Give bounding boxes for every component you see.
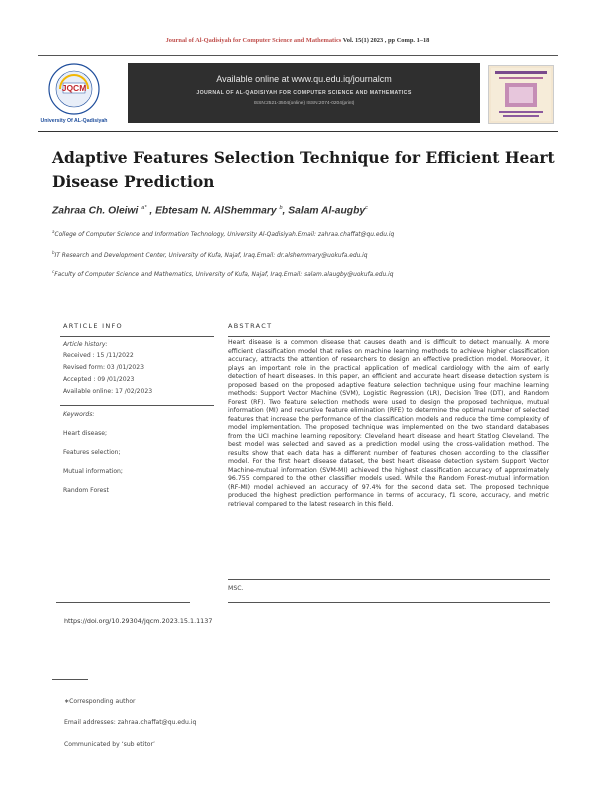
- keyword: Heart disease;: [63, 430, 108, 437]
- keyword: Mutual information;: [63, 468, 123, 475]
- author-name: Ebtesam N. AlShemmary: [155, 205, 280, 217]
- banner-availability: Available online at www.qu.edu.iq/journalcm: [216, 74, 392, 84]
- affiliation-text: College of Computer Science and Information Technology, University Al-Qadisiyah.Email: zahraa.chaffat@qu.edu.iq: [54, 231, 395, 238]
- banner-journal-title: JOURNAL OF AL-QADISIYAH FOR COMPUTER SCIENCE AND MATHEMATICS: [196, 90, 412, 96]
- history-accepted: Accepted : 09 /01/2023: [63, 376, 135, 383]
- header-rule: [38, 55, 558, 56]
- affiliation-text: Faculty of Computer Science and Mathematics, University of Kufa, Najaf, Iraq.Email: salam.alaugby@uokufa.edu.iq: [54, 271, 394, 278]
- msc-top-rule: [228, 579, 550, 580]
- volume-info: Vol. 15(1) 2023 , pp Comp. 1–18: [342, 37, 430, 44]
- author-name: Zahraa Ch. Oleiwi: [52, 205, 142, 217]
- history-received: Received : 15 /11/2022: [63, 352, 134, 359]
- author-affiliation-marker: b: [279, 205, 283, 211]
- communicated-by-note: Communicated by ‘sub etitor’: [64, 741, 155, 748]
- header-bottom-rule: [38, 131, 558, 132]
- affiliation: [52, 250, 572, 259]
- author-affiliation-marker: c: [365, 205, 368, 211]
- banner-issn: ISSN:2521-3504(online) ISSN:2074-0204(print): [253, 101, 355, 106]
- affiliation: [52, 269, 572, 278]
- affiliation-marker: b: [52, 250, 55, 255]
- affiliation: [52, 229, 572, 238]
- journal-logo: [30, 63, 118, 125]
- msc-classification: MSC.: [228, 585, 244, 592]
- journal-cover-thumbnail: [488, 65, 554, 124]
- author-separator: ,: [146, 205, 156, 217]
- abstract-rule: [228, 336, 550, 337]
- journal-header: [0, 37, 595, 44]
- msc-bottom-rule: [228, 602, 550, 603]
- corresponding-author-note: ∗Corresponding author: [64, 698, 136, 705]
- author-name: Salam Al-augby: [288, 205, 366, 217]
- author-list: [52, 205, 562, 216]
- doi-link[interactable]: https://doi.org/10.29304/jqcm.2023.15.1.1137: [64, 617, 213, 625]
- history-available-online: Available online: 17 /02/2023: [63, 388, 153, 395]
- keyword: Random Forest: [63, 487, 109, 494]
- affiliation-text: IT Research and Development Center, University of Kufa, Najaf, Iraq.Email: dr.alshemmary@uokufa.edu.iq: [54, 252, 368, 259]
- email-addresses-note: Email addresses: zahraa.chaffat@qu.edu.iq: [64, 719, 197, 726]
- article-info-rule: [60, 336, 214, 337]
- affiliation-marker: a: [52, 229, 55, 234]
- abstract-text: Heart disease is a common disease that causes death and is difficult to detect manually. A more efficient classification model that relies on machine learning methods to achieve higher classification accuracy, attracts the attention of researchers to design an effective prediction model. Moreover, it plays an important role in the practical application of medical cardiology with the aim of early detection of heart diseases. In this paper, an efficient and accurate heart disease detection system is proposed based on the proposed adaptive feature selection technique using four machine learning methods: Support Vector Machine (SVM), Logistic Regression (LR), Decision Tree (DT), and Random Forest (RF). Two feature selection methods were used to design the proposed technique, mutual information (MI) and recursive feature elimination (RFE) to determine the optimal number of selected features that increase the performance of the classification models and reduce the time complexity of model implementation. The proposed technique was implemented on the two standard databases from the UCI machine learning repository: Cleveland heart disease and heart Statlog Cleveland. The best model was selected and saved as a prediction model using the cross-validation method. The results show that each data has a different number of features chosen according to the classifier model. For the first heart disease dataset, the best heart disease detection system Support Vector Machine-mutual information (SVM-MI) achieved the highest classification accuracy of approximately 96.755 compared to the other classifier models used. While the Random Forest-mutual information (RF-MI) model achieved an accuracy of 97.4% for the second data set. The proposed technique produced the highest prediction performance in terms of accuracy, f1 score, accuracy, and metric retrieval compared to the latest research in this field.: [228, 339, 549, 508]
- article-info-heading: ARTICLE INFO: [63, 322, 123, 330]
- keywords-top-rule: [60, 405, 214, 406]
- keywords-label: Keywords:: [63, 411, 95, 418]
- logo-university: University Of AL-Qadisiyah: [40, 118, 108, 124]
- history-label: Article history:: [63, 341, 108, 348]
- journal-name: Journal of Al-Qadisiyah for Computer Science and Mathematics: [165, 37, 342, 44]
- journal-banner: [128, 63, 480, 123]
- affiliation-marker: c: [52, 269, 55, 274]
- author-separator: ,: [282, 205, 289, 217]
- history-revised: Revised form: 03 /01/2023: [63, 364, 144, 371]
- logo-acronym: JQCM: [61, 83, 87, 93]
- footnote-rule: [52, 679, 88, 680]
- article-info-bottom-rule: [56, 602, 190, 603]
- paper-title: Adaptive Features Selection Technique for Efficient Heart Disease Prediction: [52, 148, 555, 191]
- keyword: Features selection;: [63, 449, 121, 456]
- abstract-heading: ABSTRACT: [228, 322, 273, 330]
- author-affiliation-marker: a*: [141, 205, 147, 211]
